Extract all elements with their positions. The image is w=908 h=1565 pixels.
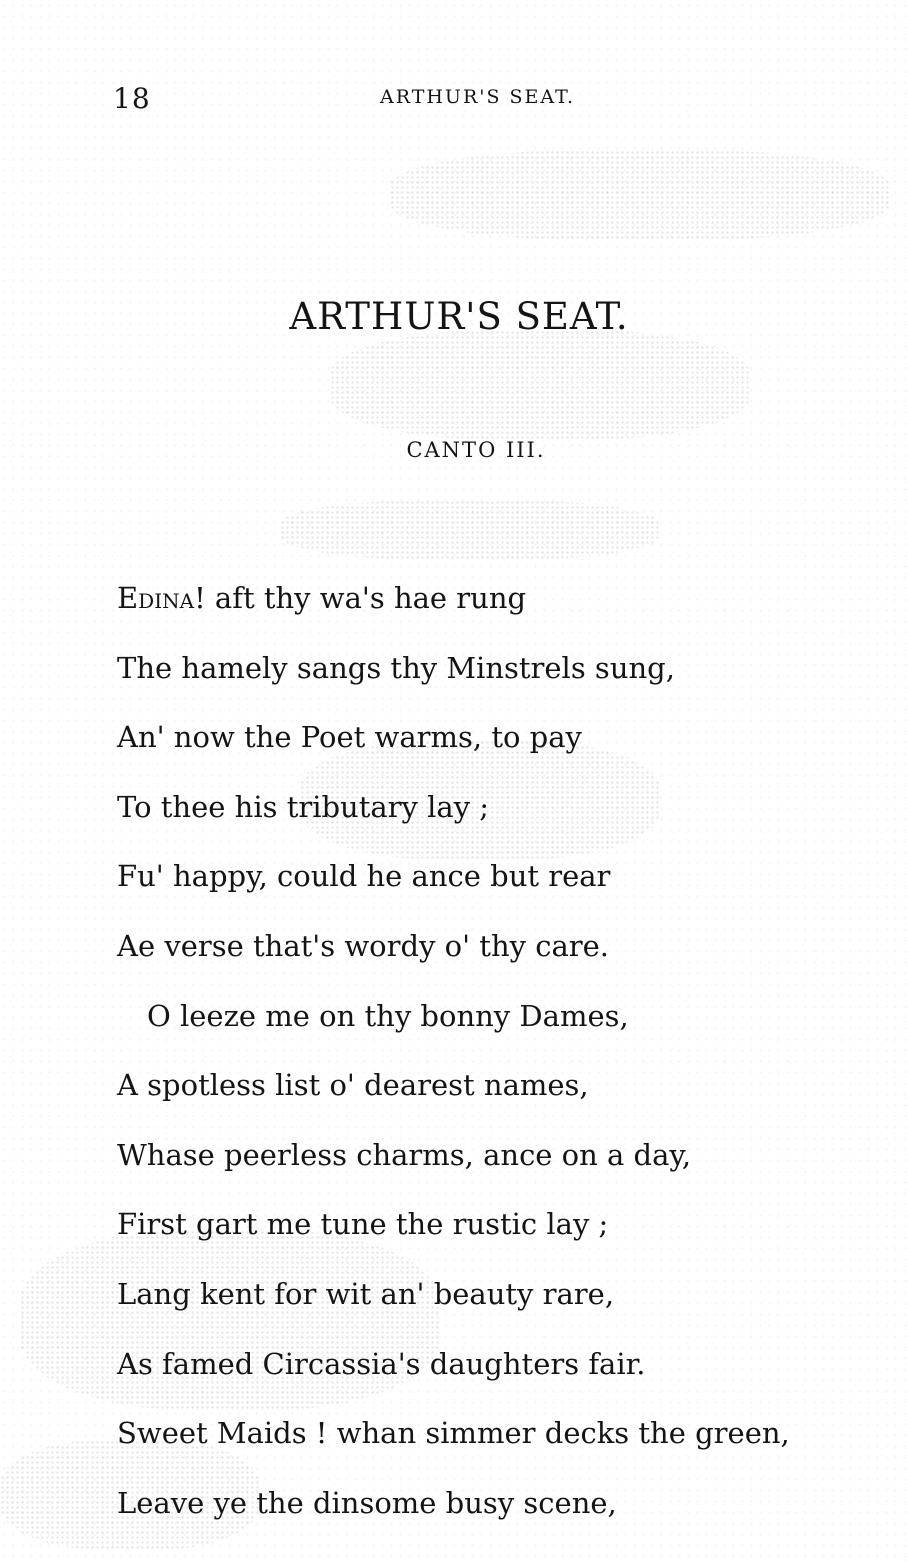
verse-line xyxy=(117,578,790,648)
verse-first-word: Edina xyxy=(117,581,195,615)
verse-line: An' now the Poet warms, to pay xyxy=(117,720,582,755)
verse-line: A spotless list o' dearest names, xyxy=(117,1068,589,1103)
verse-line-text: ! aft thy wa's hae rung xyxy=(194,581,527,615)
verse-line: Lang kent for wit an' beauty rare, xyxy=(117,1276,615,1311)
bleed-through-mark xyxy=(280,500,660,560)
bleed-through-mark xyxy=(390,150,890,240)
verse-line: As famed Circassia's daughters fair. xyxy=(117,1346,646,1381)
poem-title: ARTHUR'S SEAT. xyxy=(289,295,629,338)
verse-line: Whase peerless charms, ance on a day, xyxy=(117,1137,692,1172)
verse-line: To thee his tributary lay ; xyxy=(117,789,490,824)
page-number: 18 xyxy=(113,82,151,115)
running-head: ARTHUR'S SEAT. xyxy=(380,86,576,108)
verse-line: Ae verse that's wordy o' thy care. xyxy=(117,928,610,963)
verse-line: Sweet Maids ! whan simmer decks the green, xyxy=(117,1416,790,1451)
canto-heading: CANTO III. xyxy=(406,438,546,462)
verse-line: O leeze me on thy bonny Dames, xyxy=(147,998,629,1033)
verse-line: Leave ye the dinsome busy scene, xyxy=(117,1485,617,1520)
verse-block xyxy=(117,578,790,1552)
bleed-through-mark xyxy=(330,330,750,440)
verse-line: Fu' happy, could he ance but rear xyxy=(117,859,611,894)
verse-line: First gart me tune the rustic lay ; xyxy=(117,1207,609,1242)
verse-line: The hamely sangs thy Minstrels sung, xyxy=(117,650,675,685)
